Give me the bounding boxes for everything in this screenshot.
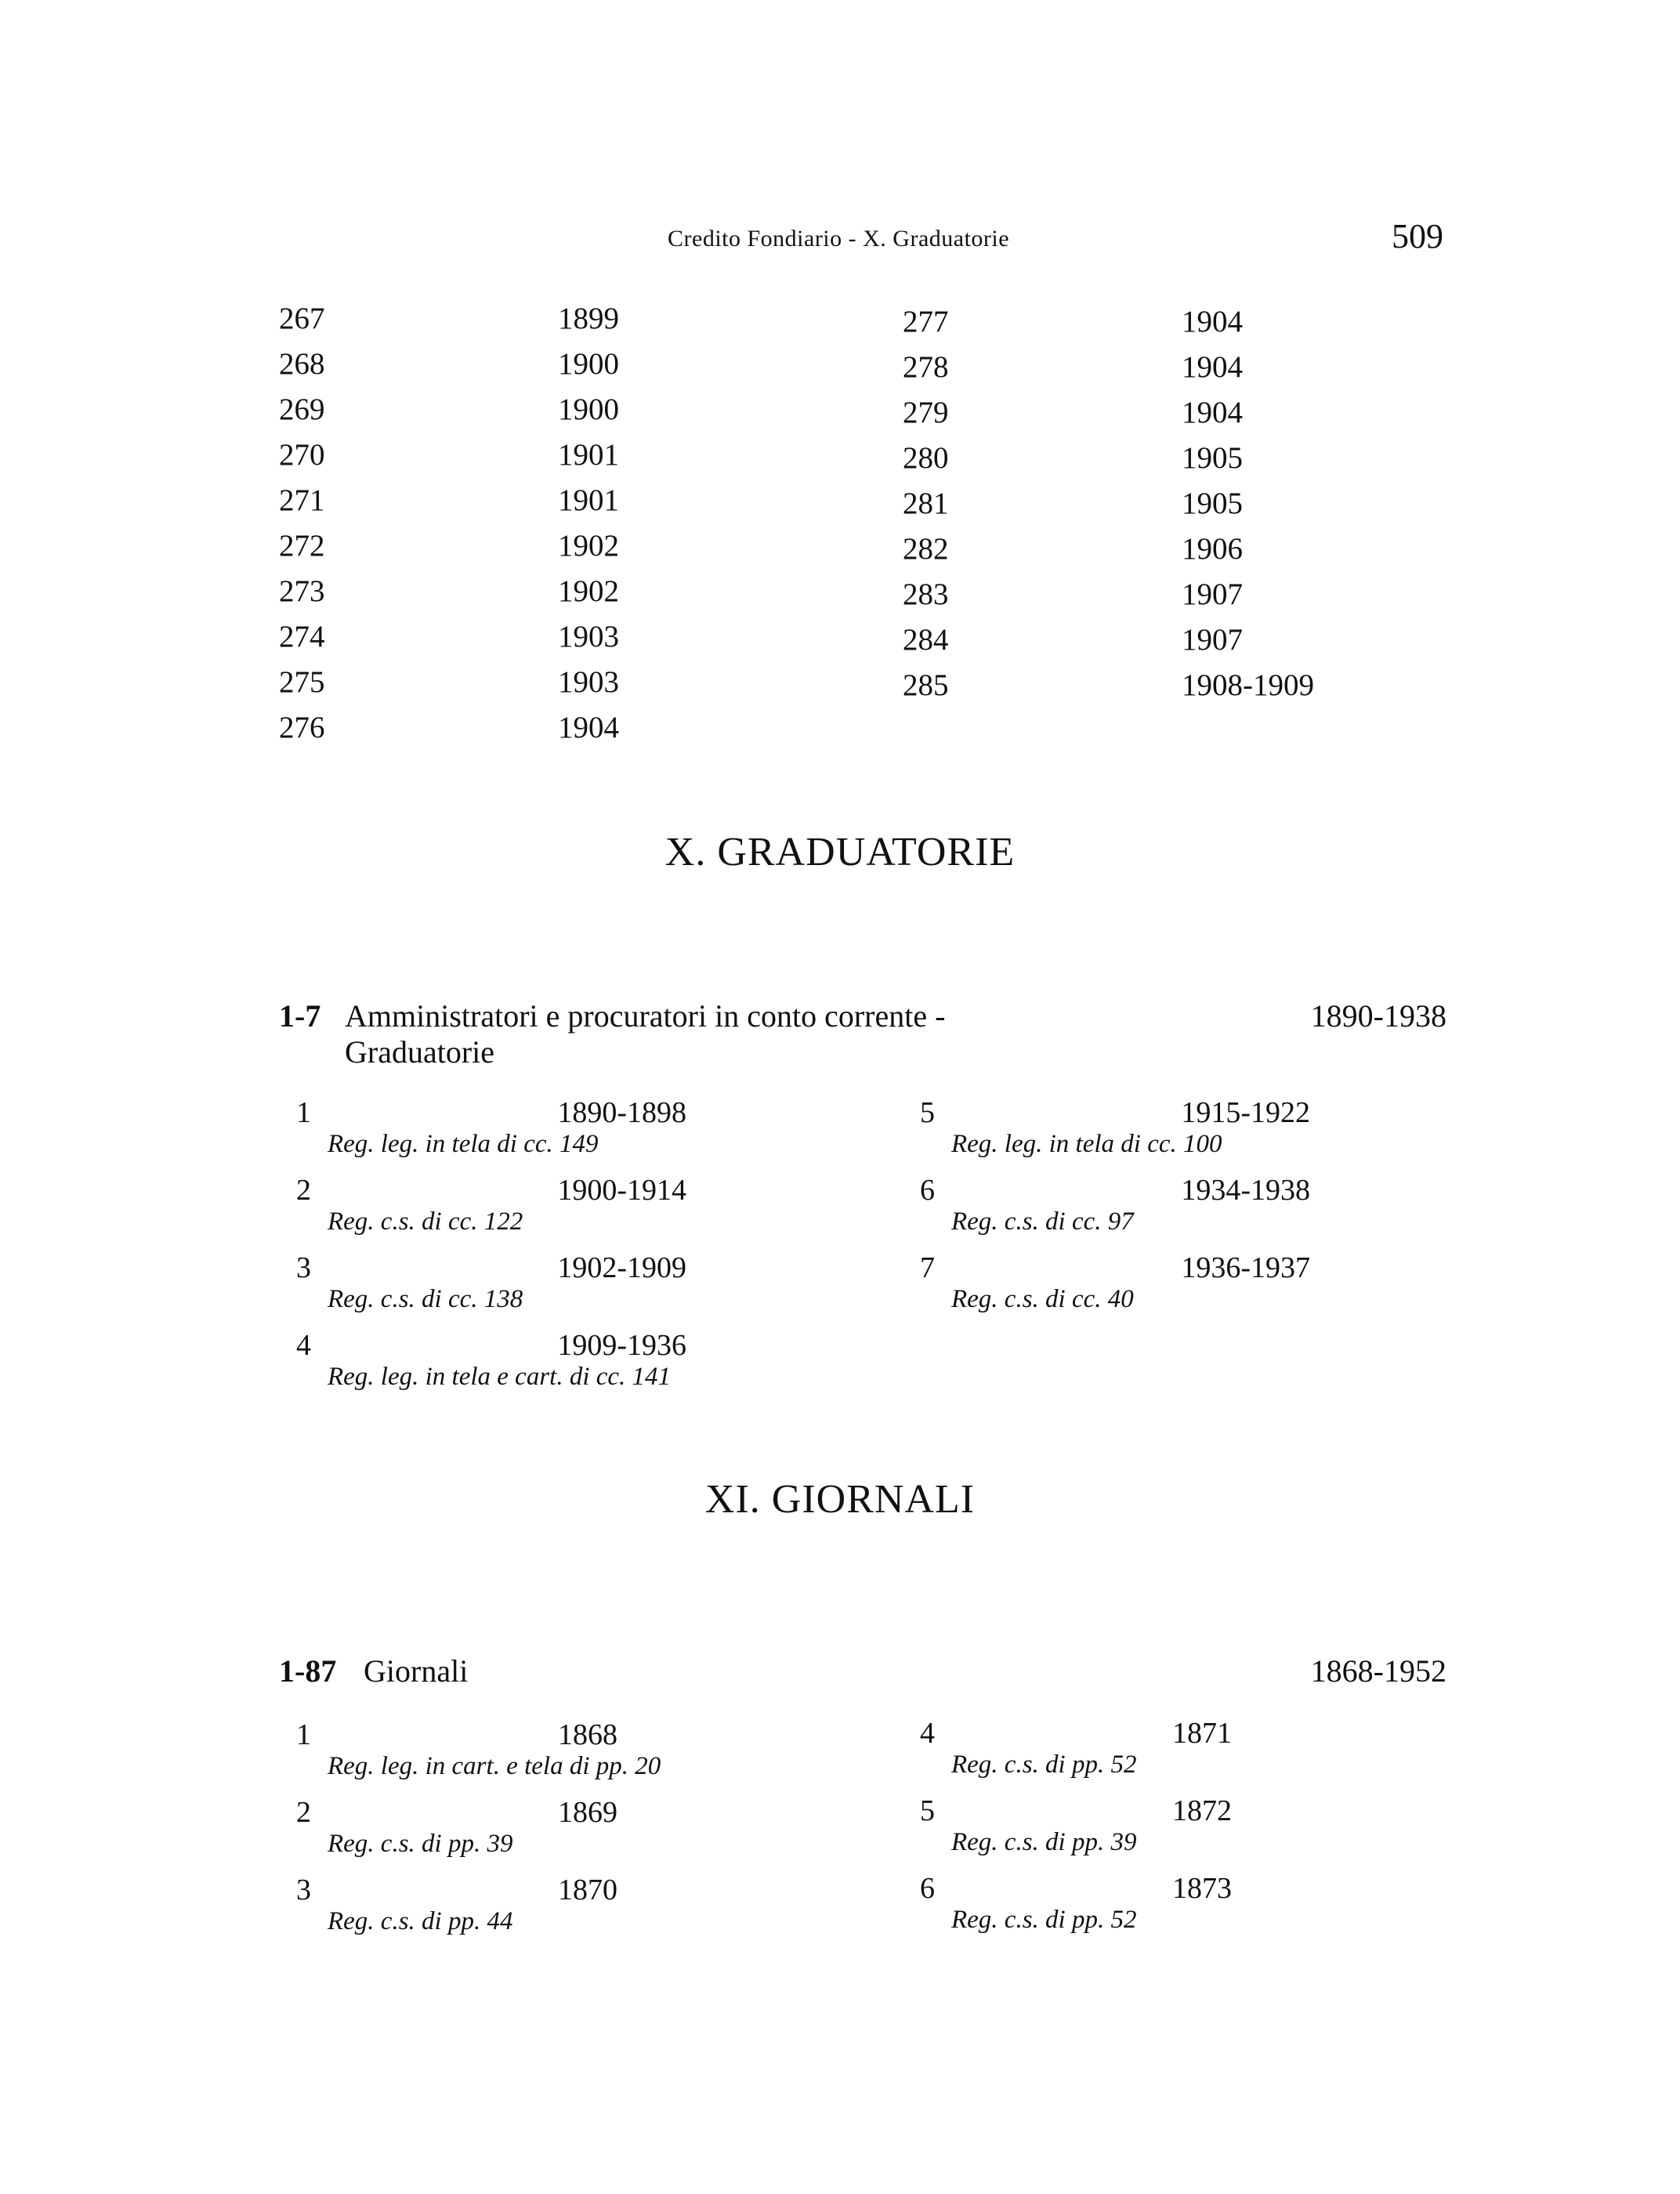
index-row	[903, 572, 1314, 617]
index-row	[279, 478, 619, 523]
units-left-column	[279, 1095, 686, 1406]
unit-number: 6	[920, 1872, 935, 1905]
index-year: 1901	[558, 483, 619, 517]
unit-description: Reg. leg. in tela di cc. 100	[951, 1130, 1222, 1158]
unit-date: 1900-1914	[557, 1174, 686, 1207]
index-number: 270	[279, 438, 325, 472]
series-giornali	[279, 1653, 1446, 1689]
index-year: 1904	[558, 711, 619, 744]
unit-description: Reg. c.s. di pp. 52	[951, 1906, 1137, 1934]
index-year: 1905	[1182, 487, 1243, 520]
index-row	[279, 387, 619, 433]
index-year: 1902	[558, 574, 619, 608]
unit-number: 7	[920, 1251, 935, 1284]
unit-date: 1902-1909	[557, 1251, 686, 1284]
unit-description: Reg. c.s. di pp. 39	[328, 1830, 513, 1858]
unit-entry	[279, 1328, 686, 1406]
index-year: 1903	[558, 620, 619, 653]
unit-description: Reg. c.s. di pp. 39	[951, 1828, 1137, 1856]
index-number: 282	[903, 532, 949, 566]
unit-entry	[903, 1871, 1240, 1949]
index-table-right	[903, 299, 1314, 708]
unit-number: 5	[920, 1794, 935, 1827]
series-dates: 1868-1952	[1310, 1653, 1446, 1689]
unit-entry	[279, 1795, 699, 1873]
unit-entry	[903, 1095, 1310, 1173]
unit-date: 1915-1922	[1181, 1096, 1310, 1129]
index-number: 279	[903, 396, 949, 429]
unit-number: 2	[296, 1796, 311, 1829]
unit-date: 1869	[558, 1796, 617, 1829]
index-year: 1904	[1182, 305, 1243, 339]
unit-description: Reg. c.s. di cc. 138	[328, 1285, 523, 1313]
index-year: 1907	[1182, 577, 1243, 611]
index-row	[279, 569, 619, 614]
series-title	[364, 1653, 1147, 1689]
index-year: 1904	[1182, 350, 1243, 384]
index-number: 271	[279, 483, 325, 517]
units-right-column	[903, 1716, 1240, 1949]
unit-date: 1873	[1172, 1872, 1232, 1905]
index-row	[279, 705, 619, 751]
unit-entry	[279, 1718, 699, 1795]
index-number: 272	[279, 529, 325, 563]
series-title	[345, 998, 1128, 1070]
unit-date: 1909-1936	[557, 1329, 686, 1362]
unit-date: 1871	[1172, 1717, 1232, 1750]
unit-number: 4	[296, 1329, 311, 1362]
index-row	[903, 481, 1314, 527]
unit-date: 1936-1937	[1181, 1251, 1310, 1284]
index-row	[903, 663, 1314, 708]
index-row	[279, 433, 619, 478]
index-number: 276	[279, 711, 325, 744]
unit-number: 1	[296, 1096, 311, 1129]
series-title-line: Giornali	[364, 1653, 469, 1689]
series-dates: 1890-1938	[1310, 998, 1446, 1034]
unit-entry	[903, 1251, 1310, 1328]
index-year: 1904	[1182, 396, 1243, 429]
index-row	[903, 617, 1314, 663]
index-number: 273	[279, 574, 325, 608]
index-number: 269	[279, 393, 325, 426]
index-table-left	[279, 296, 619, 751]
unit-entry	[279, 1251, 686, 1328]
unit-entry	[279, 1173, 686, 1251]
unit-entry	[903, 1173, 1310, 1251]
unit-number: 3	[296, 1251, 311, 1284]
index-number: 281	[903, 487, 949, 520]
index-number: 285	[903, 668, 949, 702]
index-row	[279, 660, 619, 705]
unit-description: Reg. c.s. di pp. 44	[328, 1907, 513, 1935]
index-year: 1901	[558, 438, 619, 472]
index-year: 1903	[558, 665, 619, 699]
unit-number: 1	[296, 1718, 311, 1751]
unit-description: Reg. c.s. di cc. 122	[328, 1207, 523, 1236]
index-year: 1900	[558, 393, 619, 426]
series-range: 1-7	[279, 998, 321, 1034]
unit-date: 1870	[558, 1874, 617, 1906]
index-number: 274	[279, 620, 325, 653]
unit-description: Reg. leg. in tela e cart. di cc. 141	[328, 1363, 672, 1391]
series-title-line: Amministratori e procuratori in conto corrente -	[345, 998, 946, 1034]
index-row	[279, 296, 619, 342]
index-year: 1902	[558, 529, 619, 563]
unit-number: 4	[920, 1717, 935, 1750]
index-year: 1905	[1182, 441, 1243, 475]
unit-date: 1890-1898	[557, 1096, 686, 1129]
unit-date: 1872	[1172, 1794, 1232, 1827]
unit-number: 6	[920, 1174, 935, 1207]
index-row	[903, 345, 1314, 390]
unit-description: Reg. leg. in cart. e tela di pp. 20	[328, 1752, 661, 1780]
unit-date: 1868	[558, 1718, 617, 1751]
unit-entry	[903, 1716, 1240, 1794]
index-number: 277	[903, 305, 949, 339]
index-year: 1906	[1182, 532, 1243, 566]
unit-number: 5	[920, 1096, 935, 1129]
units-left-column	[279, 1718, 699, 1950]
unit-entry	[279, 1095, 686, 1173]
index-number: 275	[279, 665, 325, 699]
series-graduatorie	[279, 998, 1446, 1070]
running-head: Credito Fondiario - X. Graduatorie	[668, 226, 1010, 252]
index-number: 283	[903, 577, 949, 611]
series-range: 1-87	[279, 1653, 337, 1689]
units-right-column	[903, 1095, 1310, 1328]
index-row	[903, 390, 1314, 436]
unit-number: 3	[296, 1874, 311, 1906]
unit-entry	[279, 1873, 699, 1950]
section-title-giornali: XI. GIORNALI	[704, 1477, 976, 1522]
unit-description: Reg. c.s. di pp. 52	[951, 1750, 1137, 1779]
index-year: 1900	[558, 347, 619, 381]
index-number: 278	[903, 350, 949, 384]
unit-description: Reg. leg. in tela di cc. 149	[328, 1130, 599, 1158]
index-number: 280	[903, 441, 949, 475]
index-year: 1908-1909	[1182, 668, 1314, 702]
unit-number: 2	[296, 1174, 311, 1207]
index-row	[279, 614, 619, 660]
page-number: 509	[1392, 217, 1443, 255]
unit-date: 1934-1938	[1181, 1174, 1310, 1207]
index-row	[903, 299, 1314, 345]
index-year: 1899	[558, 302, 619, 335]
index-row	[903, 527, 1314, 572]
unit-description: Reg. c.s. di cc. 40	[951, 1285, 1134, 1313]
index-row	[903, 436, 1314, 481]
index-row	[279, 523, 619, 569]
index-year: 1907	[1182, 623, 1243, 657]
index-number: 267	[279, 302, 325, 335]
unit-description: Reg. c.s. di cc. 97	[951, 1207, 1134, 1236]
series-heading	[279, 1653, 1446, 1689]
series-heading	[279, 998, 1446, 1070]
unit-entry	[903, 1794, 1240, 1871]
index-number: 284	[903, 623, 949, 657]
series-title-line: Graduatorie	[345, 1034, 495, 1070]
index-number: 268	[279, 347, 325, 381]
section-title-graduatorie: X. GRADUATORIE	[664, 830, 1016, 874]
index-row	[279, 342, 619, 387]
